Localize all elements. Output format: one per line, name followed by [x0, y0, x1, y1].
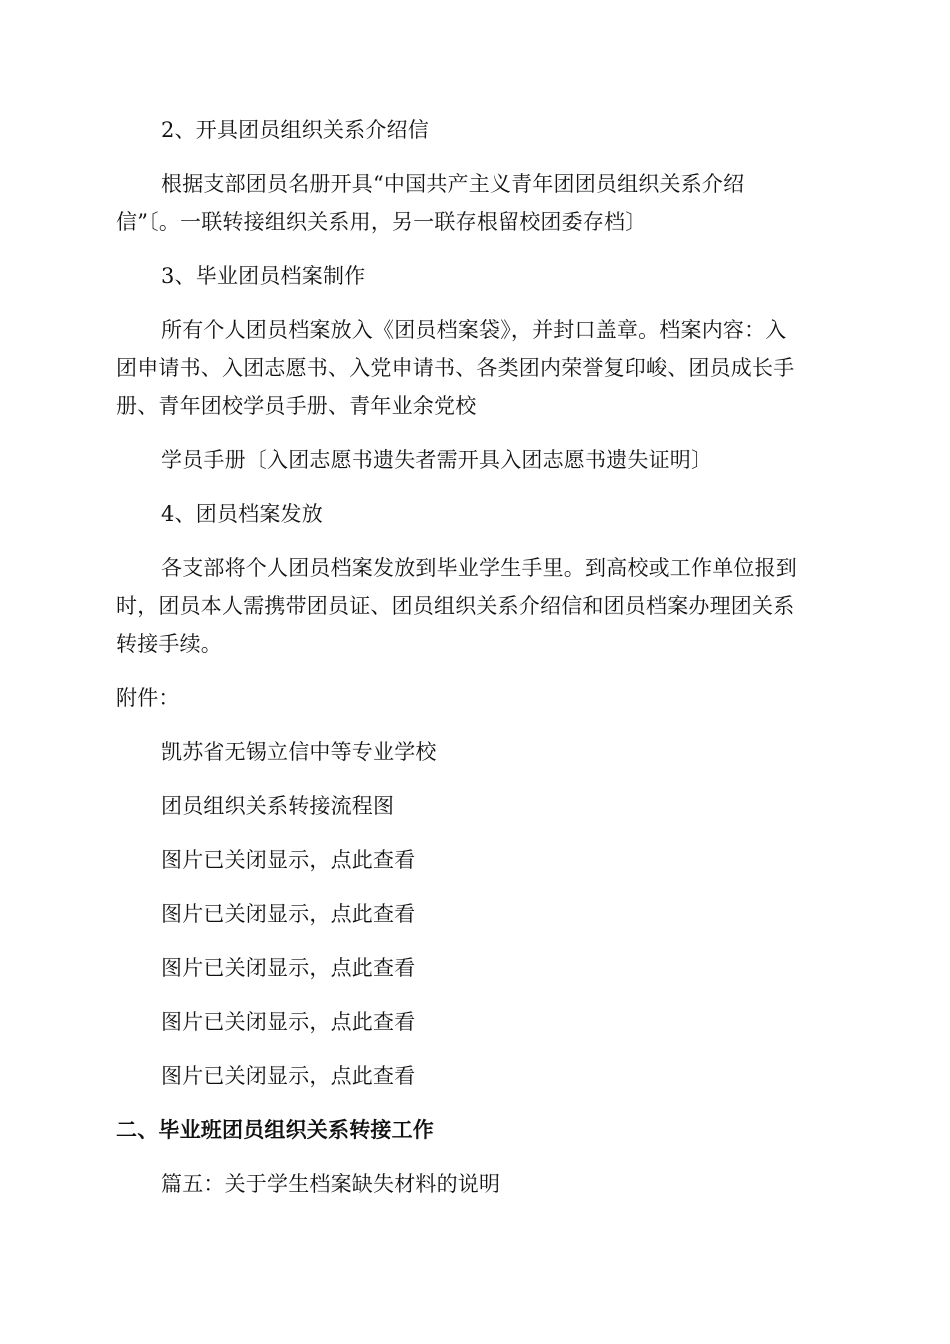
image-hidden-link[interactable]: 图片已关闭显示，点此查看 — [161, 848, 416, 872]
step-4-heading: 4、团员档案发放 — [161, 502, 323, 526]
image-hidden-link[interactable]: 图片已关闭显示，点此查看 — [161, 956, 416, 980]
attachment-label: 附件： — [116, 686, 180, 710]
paragraph-line: 各支部将个人团员档案发放到毕业学生手里。到高校或工作单位报到 — [161, 556, 797, 580]
paragraph-line: 学员手册〔入团志愿书遗失者需开具入团志愿书遗失证明〕 — [161, 448, 713, 472]
paragraph-line: 根据支部团员名册开具“中国共产主义青年团团员组织关系介绍 — [161, 172, 745, 196]
paragraph-line: 转接手续。 — [116, 632, 222, 656]
image-hidden-link[interactable]: 图片已关闭显示，点此查看 — [161, 902, 416, 926]
paragraph-line: 时，团员本人需携带团员证、团员组织关系介绍信和团员档案办理团关系 — [116, 594, 795, 618]
paragraph-line: 团申请书、入团志愿书、入党申请书、各类团内荣誉复印峻、团员成长手 — [116, 356, 795, 380]
section-heading: 二、毕业班团员组织关系转接工作 — [116, 1117, 434, 1142]
paragraph-line: 所有个人团员档案放入《团员档案袋》，并封口盖章。档案内容：入 — [161, 318, 787, 342]
chapter-title: 篇五：关于学生档案缺失材料的说明 — [161, 1172, 501, 1196]
image-hidden-link[interactable]: 图片已关闭显示，点此查看 — [161, 1064, 416, 1088]
image-hidden-link[interactable]: 图片已关闭显示，点此查看 — [161, 1010, 416, 1034]
step-2-heading: 2、开具团员组织关系介绍信 — [161, 118, 429, 142]
paragraph-line: 信”〔。一联转接组织关系用，另一联存根留校团委存档〕 — [116, 210, 647, 234]
school-name: 凯苏省无锡立信中等专业学校 — [161, 740, 437, 764]
step-3-heading: 3、毕业团员档案制作 — [161, 264, 366, 288]
paragraph-line: 册、青年团校学员手册、青年业余党校 — [116, 394, 477, 418]
flowchart-title: 团员组织关系转接流程图 — [161, 794, 395, 818]
